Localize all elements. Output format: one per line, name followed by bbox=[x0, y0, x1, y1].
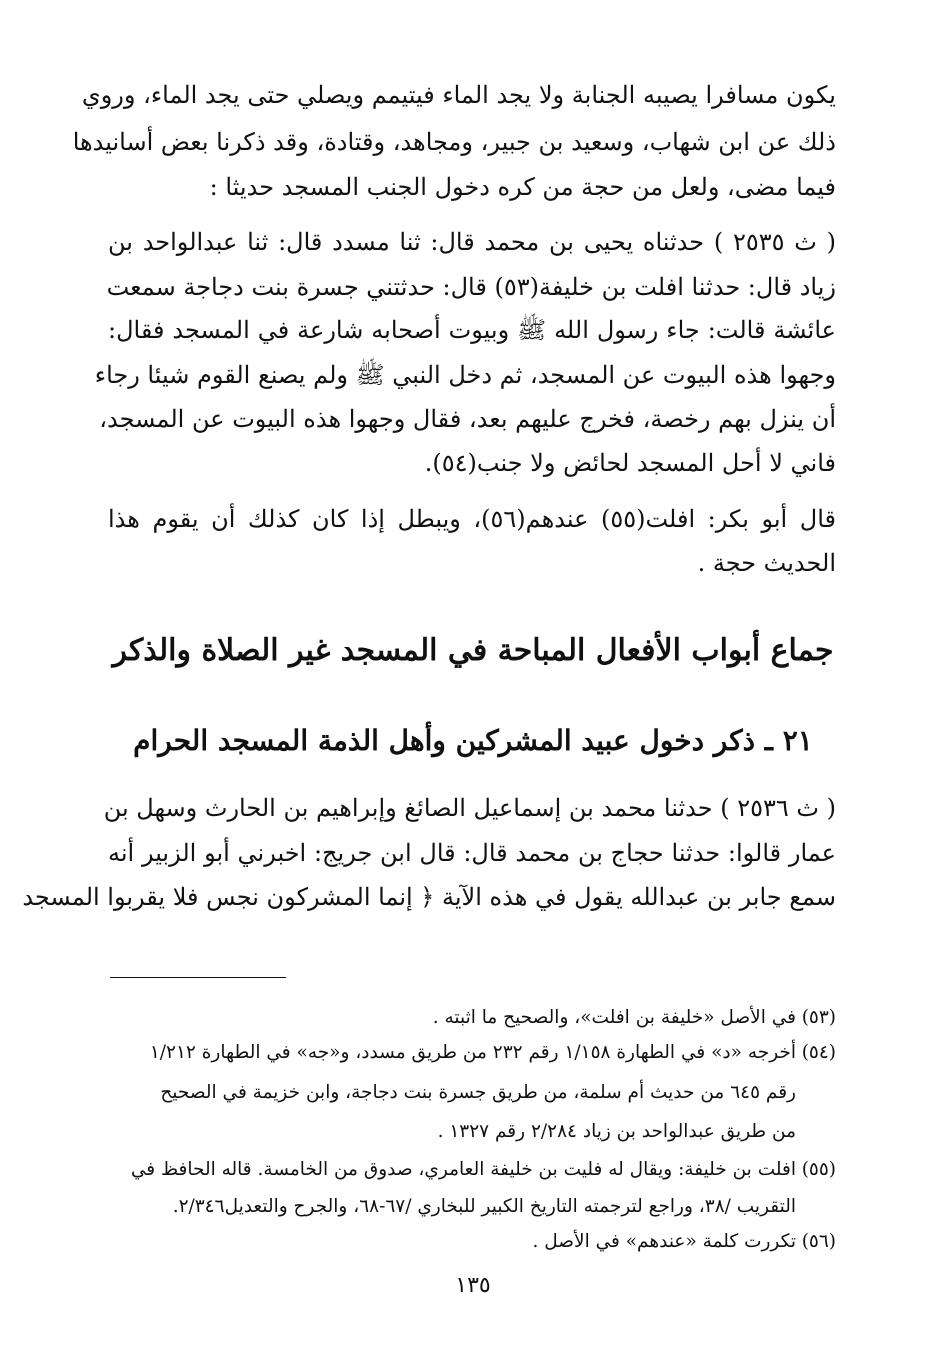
para2-line-6: فاني لا أحل المسجد لحائض ولا جنب(٥٤). bbox=[424, 449, 836, 477]
footnote-number: (٥٣) bbox=[801, 1007, 836, 1028]
footnote-54-line-2: رقم ٦٤٥ من حديث أم سلمة، من طريق جسرة بنت دجاجة، وابن خزيمة في الصحيح bbox=[160, 1082, 796, 1103]
footnote-54 bbox=[108, 1038, 836, 1068]
para1-line-1: يكون مسافرا يصيبه الجنابة ولا يجد الماء فيتيمم ويصلي حتى يجد الماء، وروي bbox=[81, 81, 836, 109]
footnote-separator bbox=[110, 977, 286, 978]
para2-line-5: أن ينزل بهم رخصة، فخرج عليهم بعد، فقال وجهوا هذه البيوت عن المسجد، bbox=[99, 405, 836, 433]
footnote-number: (٥٥) bbox=[801, 1159, 836, 1180]
footnote-54-line-3: من طريق عبدالواحد بن زياد ٢/٢٨٤ رقم ١٣٢٧ . bbox=[437, 1121, 796, 1142]
para3-line-1: قال أبو بكر: افلت(٥٥) عندهم(٥٦)، ويبطل إذا كان كذلك أن يقوم هذا bbox=[108, 505, 836, 533]
footnote-text: في الأصل «خليفة بن افلت»، والصحيح ما اثبته . bbox=[432, 1007, 796, 1028]
para4-line-1: ( ث ٢٥٣٦ ) حدثنا محمد بن إسماعيل الصائغ وإبراهيم بن الحارث وسهل بن bbox=[103, 794, 836, 822]
para2-line-4: وجهوا هذه البيوت عن المسجد، ثم دخل النبي ﷺ ولم يصنع القوم شيئا رجاء bbox=[94, 361, 836, 389]
para2-line-3: عائشة قالت: جاء رسول الله ﷺ وبيوت أصحابه شارعة في المسجد فقال: bbox=[108, 316, 836, 344]
footnote-number: (٥٤) bbox=[801, 1042, 836, 1063]
footnote-56 bbox=[108, 1227, 836, 1257]
para4-line-3: سمع جابر بن عبدالله يقول في هذه الآية ﴿ إنما المشركون نجس فلا يقربوا المسجد bbox=[22, 883, 836, 911]
para1-line-3: فيما مضى، ولعل من حجة من كره دخول الجنب المسجد حديثا : bbox=[209, 173, 836, 201]
para2-line-2: زياد قال: حدثنا افلت بن خليفة(٥٣) قال: حدثتني جسرة بنت دجاجة سمعت bbox=[106, 273, 836, 301]
footnote-55-line-2: التقريب /٣٨، وراجع لترجمته التاريخ الكبير للبخاري /٦٧-٦٨، والجرح والتعديل٢/٣٤٦. bbox=[172, 1196, 796, 1217]
footnote-text: افلت بن خليفة: ويقال له فليت بن خليفة العامري، صدوق من الخامسة. قاله الحافظ في bbox=[130, 1159, 796, 1180]
footnote-text: أخرجه «د» في الطهارة ١/١٥٨ رقم ٢٣٢ من طريق مسدد، و«جه» في الطهارة ١/٢١٢ bbox=[149, 1042, 796, 1063]
section-heading: جماع أبواب الأفعال المباحة في المسجد غير الصلاة والذكر bbox=[112, 633, 834, 668]
para2-line-1: ( ث ٢٥٣٥ ) حدثناه يحيى بن محمد قال: ثنا مسدد قال: ثنا عبدالواحد بن bbox=[108, 228, 836, 256]
para1-line-2: ذلك عن ابن شهاب، وسعيد بن جبير، ومجاهد، وقتادة، وقد ذكرنا بعض أسانيدها bbox=[72, 128, 836, 156]
page-number: ١٣٥ bbox=[455, 1273, 491, 1298]
footnote-53 bbox=[108, 1003, 836, 1033]
para4-line-2: عمار قالوا: حدثنا حجاج بن محمد قال: قال ابن جريج: اخبرني أبو الزبير أنه bbox=[108, 839, 836, 867]
footnote-text: تكررت كلمة «عندهم» في الأصل . bbox=[532, 1231, 796, 1252]
para3-line-2: الحديث حجة . bbox=[697, 549, 836, 577]
footnote-55 bbox=[108, 1155, 836, 1185]
chapter-heading: ٢١ ـ ذكر دخول عبيد المشركين وأهل الذمة المسجد الحرام bbox=[133, 724, 813, 757]
footnote-number: (٥٦) bbox=[801, 1231, 836, 1252]
